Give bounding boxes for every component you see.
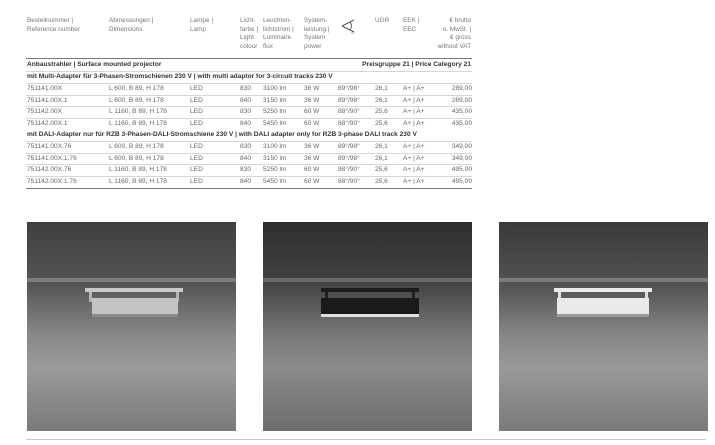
- cell-price: 435,00: [451, 119, 472, 127]
- track-rail: [263, 278, 472, 282]
- cell-dim: L 600, B 89, H 178: [109, 96, 164, 104]
- luminaire-body: [92, 298, 178, 317]
- table-row: [0, 178, 480, 189]
- cell-flux: 5450 lm: [263, 177, 287, 185]
- cell-power: 36 W: [304, 143, 320, 150]
- cell-ref: 751141.00X.76: [27, 143, 72, 150]
- col-header-ugr: UGR: [375, 17, 390, 24]
- col-header-reference: Bestellnummer | Reference number: [27, 17, 80, 33]
- cell-flux: 5250 lm: [263, 108, 287, 115]
- cell-ref: 751142.00X.1.76: [27, 177, 77, 185]
- cell-ref: 751142.00X.76: [27, 166, 72, 173]
- cell-power: 36 W: [304, 154, 320, 162]
- cell-angle: 89°/98°: [338, 85, 360, 92]
- cell-power: 60 W: [304, 166, 320, 173]
- cell-eek: A+ | A+: [403, 85, 425, 92]
- cell-ref: 751142.00X: [27, 108, 63, 115]
- cell-colour: 840: [240, 119, 252, 127]
- black-projector-photo: [263, 222, 472, 431]
- cell-lamp: LED: [190, 177, 203, 185]
- cell-ref: 751141.00X: [27, 85, 63, 92]
- cell-angle: 89°/98°: [338, 154, 360, 162]
- cell-flux: 3150 lm: [263, 96, 287, 104]
- group-rule: [26, 141, 472, 142]
- cell-price: 495,00: [451, 177, 472, 185]
- cell-angle: 88°/90°: [338, 119, 360, 127]
- col-header-dimensions: Abmessungen | Dimensions: [109, 17, 154, 33]
- cell-price: 495,00: [451, 166, 472, 173]
- cell-lamp: LED: [190, 108, 203, 115]
- adaptor-bar: [321, 288, 419, 292]
- cell-flux: 3100 lm: [263, 143, 287, 150]
- group-rule: [26, 83, 472, 84]
- table-bottom-rule: [26, 188, 472, 189]
- white-projector-photo: [499, 222, 708, 431]
- cell-power: 60 W: [304, 119, 320, 127]
- adaptor-bar: [85, 288, 183, 292]
- col-header-light-colour: Licht- farbe | Light colour: [240, 17, 259, 50]
- cell-flux: 3100 lm: [263, 85, 287, 92]
- cell-ugr: 25,6: [375, 119, 388, 127]
- cell-eek: A+ | A+: [403, 96, 425, 104]
- cell-eek: A+ | A+: [403, 154, 425, 162]
- cell-ref: 751141.00X.1: [27, 96, 68, 104]
- cell-colour: 830: [240, 108, 252, 115]
- cell-price: 435,00: [451, 108, 472, 115]
- cell-ref: 751142.00X.1: [27, 119, 68, 127]
- luminaire-body: [321, 298, 419, 317]
- cell-dim: L 600, B 89, H 178: [109, 154, 164, 162]
- cell-price: 289,00: [451, 96, 472, 104]
- header-rule: [26, 58, 472, 59]
- silver-projector-photo: [27, 222, 236, 431]
- cell-power: 36 W: [304, 85, 320, 92]
- cell-ugr: 26,1: [375, 143, 388, 150]
- cell-power: 60 W: [304, 177, 320, 185]
- cell-eek: A+ | A+: [403, 108, 425, 115]
- cell-flux: 5250 lm: [263, 166, 287, 173]
- track-rail: [27, 278, 236, 282]
- cell-dim: L 1160, B 89, H 178: [109, 119, 167, 127]
- col-header-system-power: System- leistung | System power: [304, 17, 330, 50]
- cell-power: 60 W: [304, 108, 320, 115]
- cell-ugr: 25,6: [375, 166, 388, 173]
- cell-dim: L 600, B 89, H 178: [109, 85, 164, 92]
- table-row: [0, 120, 480, 131]
- cell-price: 289,00: [451, 85, 472, 92]
- cell-ref: 751141.00X.1.76: [27, 154, 77, 162]
- cell-ugr: 25,6: [375, 108, 388, 115]
- footer-rule: [26, 439, 706, 440]
- cell-angle: 89°/98°: [338, 143, 360, 150]
- section-title: Anbaustrahler | Surface mounted projector: [27, 61, 162, 68]
- row-divider: [26, 176, 472, 177]
- cell-ugr: 26,1: [375, 96, 388, 104]
- cell-flux: 5450 lm: [263, 119, 287, 127]
- row-divider: [26, 118, 472, 119]
- row-divider: [26, 95, 472, 96]
- cell-price: 349,00: [451, 154, 472, 162]
- cell-price: 349,00: [451, 143, 472, 150]
- row-divider: [26, 153, 472, 154]
- col-header-lamp: Lampe | Lamp: [190, 17, 213, 33]
- cell-colour: 840: [240, 154, 252, 162]
- cell-lamp: LED: [190, 154, 203, 162]
- cell-lamp: LED: [190, 166, 203, 173]
- cell-dim: L 1160, B 89, H 178: [109, 177, 167, 185]
- cell-ugr: 26,1: [375, 85, 388, 92]
- group-title-multi-adaptor: mit Multi-Adapter für 3-Phasen-Stromschienen 230 V | with multi adaptor for 3-circuit tracks 230 V: [27, 73, 333, 80]
- group-title-dali-adapter: mit DALI-Adapter nur für RZB 3-Phasen-DALI-Stromschiene 230 V | with DALI adapter only for RZB 3-phase DALI track 230 V: [27, 131, 417, 138]
- col-header-luminaire-flux: Leuchten- lichtstrom | Luminaire flux: [263, 17, 294, 50]
- cell-colour: 840: [240, 177, 252, 185]
- cell-lamp: LED: [190, 96, 203, 104]
- cell-colour: 830: [240, 166, 252, 173]
- cell-colour: 830: [240, 143, 252, 150]
- cell-lamp: LED: [190, 119, 203, 127]
- cell-lamp: LED: [190, 143, 203, 150]
- cell-angle: 88°/90°: [338, 166, 360, 173]
- cell-power: 36 W: [304, 96, 320, 104]
- cell-eek: A+ | A+: [403, 119, 425, 127]
- cell-angle: 89°/98°: [338, 96, 360, 104]
- cell-eek: A+ | A+: [403, 177, 425, 185]
- cell-colour: 830: [240, 85, 252, 92]
- cell-colour: 840: [240, 96, 252, 104]
- section-header: [27, 61, 471, 68]
- row-divider: [26, 164, 472, 165]
- col-header-price: € brutto o. MwSt. | € gross without VAT: [437, 17, 471, 50]
- cell-ugr: 25,6: [375, 177, 388, 185]
- cell-dim: L 1160, B 89, H 178: [109, 166, 167, 173]
- cell-angle: 88°/90°: [338, 177, 360, 185]
- cell-flux: 3150 lm: [263, 154, 287, 162]
- section-rule: [26, 71, 472, 72]
- cell-angle: 88°/90°: [338, 108, 360, 115]
- luminaire-body: [557, 298, 649, 317]
- cell-eek: A+ | A+: [403, 166, 425, 173]
- beam-angle-icon: [340, 18, 356, 34]
- price-group: Preisgruppe 21 | Price Category 21: [362, 61, 471, 68]
- row-divider: [26, 106, 472, 107]
- adaptor-bar: [554, 288, 652, 292]
- cell-eek: A+ | A+: [403, 143, 425, 150]
- track-rail: [499, 278, 708, 282]
- cell-dim: L 600, B 89, H 178: [109, 143, 164, 150]
- cell-ugr: 26,1: [375, 154, 388, 162]
- col-header-eec: EEK | EEC: [403, 17, 420, 33]
- cell-dim: L 1160, B 89, H 178: [109, 108, 167, 115]
- cell-lamp: LED: [190, 85, 203, 92]
- svg-text:α: α: [351, 29, 354, 34]
